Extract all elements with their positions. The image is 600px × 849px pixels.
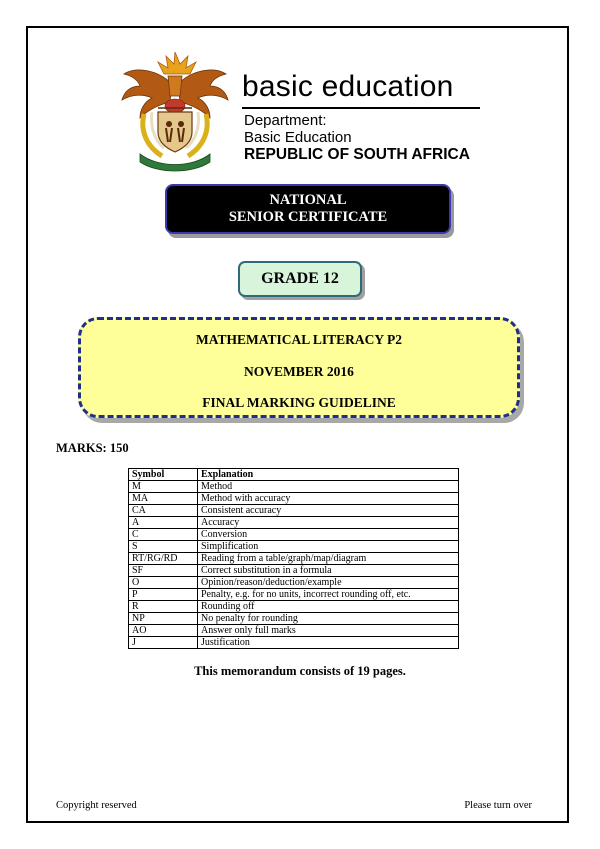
table-row <box>129 517 459 529</box>
explanation-cell: Simplification <box>198 541 459 553</box>
table-row <box>129 577 459 589</box>
symbol-cell: A <box>129 517 198 529</box>
table-row <box>129 553 459 565</box>
symbol-cell: CA <box>129 505 198 517</box>
explanation-cell: Method with accuracy <box>198 493 459 505</box>
table-row <box>129 481 459 493</box>
symbol-cell: C <box>129 529 198 541</box>
explanation-cell: Reading from a table/graph/map/diagram <box>198 553 459 565</box>
explanation-cell: Conversion <box>198 529 459 541</box>
certificate-line-2: SENIOR CERTIFICATE <box>228 209 388 225</box>
symbol-cell: AO <box>129 625 198 637</box>
document-type: FINAL MARKING GUIDELINE <box>202 395 396 410</box>
symbol-cell: S <box>129 541 198 553</box>
table-row <box>129 493 459 505</box>
column-header-explanation: Explanation <box>198 469 459 481</box>
explanation-cell: Rounding off <box>198 601 459 613</box>
footer-turn-over: Please turn over <box>464 800 532 811</box>
explanation-cell: Opinion/reason/deduction/example <box>198 577 459 589</box>
explanation-cell: Correct substitution in a formula <box>198 565 459 577</box>
department-label: Department: <box>244 112 327 129</box>
grade-badge: GRADE 12 <box>238 261 362 297</box>
brand-title: basic education <box>242 70 454 103</box>
table-row <box>129 589 459 601</box>
symbol-cell: RT/RG/RD <box>129 553 198 565</box>
symbols-table <box>128 468 459 649</box>
explanation-cell: Answer only full marks <box>198 625 459 637</box>
symbol-cell: M <box>129 481 198 493</box>
page-count-note: This memorandum consists of 19 pages. <box>194 664 406 678</box>
explanation-cell: No penalty for rounding <box>198 613 459 625</box>
table-row <box>129 625 459 637</box>
symbol-cell: O <box>129 577 198 589</box>
footer-copyright: Copyright reserved <box>56 800 137 811</box>
country-name: REPUBLIC OF SOUTH AFRICA <box>244 146 470 163</box>
table-row <box>129 601 459 613</box>
table-row <box>129 637 459 649</box>
subject-title: MATHEMATICAL LITERACY P2 <box>195 332 402 347</box>
table-row <box>129 565 459 577</box>
symbol-cell: NP <box>129 613 198 625</box>
coat-of-arms-logo <box>118 50 232 172</box>
column-header-symbol: Symbol <box>129 469 198 481</box>
exam-session: NOVEMBER 2016 <box>244 364 354 379</box>
certificate-banner <box>165 184 451 234</box>
table-row <box>129 529 459 541</box>
table-row <box>129 505 459 517</box>
explanation-cell: Method <box>198 481 459 493</box>
certificate-line-1: NATIONAL <box>269 192 347 208</box>
explanation-cell: Accuracy <box>198 517 459 529</box>
symbol-cell: MA <box>129 493 198 505</box>
table-row <box>129 613 459 625</box>
symbol-cell: SF <box>129 565 198 577</box>
subject-panel <box>78 317 520 418</box>
explanation-cell: Justification <box>198 637 459 649</box>
symbol-cell: P <box>129 589 198 601</box>
table-row <box>129 541 459 553</box>
symbol-cell: R <box>129 601 198 613</box>
explanation-cell: Consistent accuracy <box>198 505 459 517</box>
brand-divider <box>242 107 480 109</box>
department-name: Basic Education <box>244 129 352 146</box>
table-header-row <box>129 469 459 481</box>
explanation-cell: Penalty, e.g. for no units, incorrect rounding off, etc. <box>198 589 459 601</box>
symbol-cell: J <box>129 637 198 649</box>
total-marks: MARKS: 150 <box>56 441 129 455</box>
